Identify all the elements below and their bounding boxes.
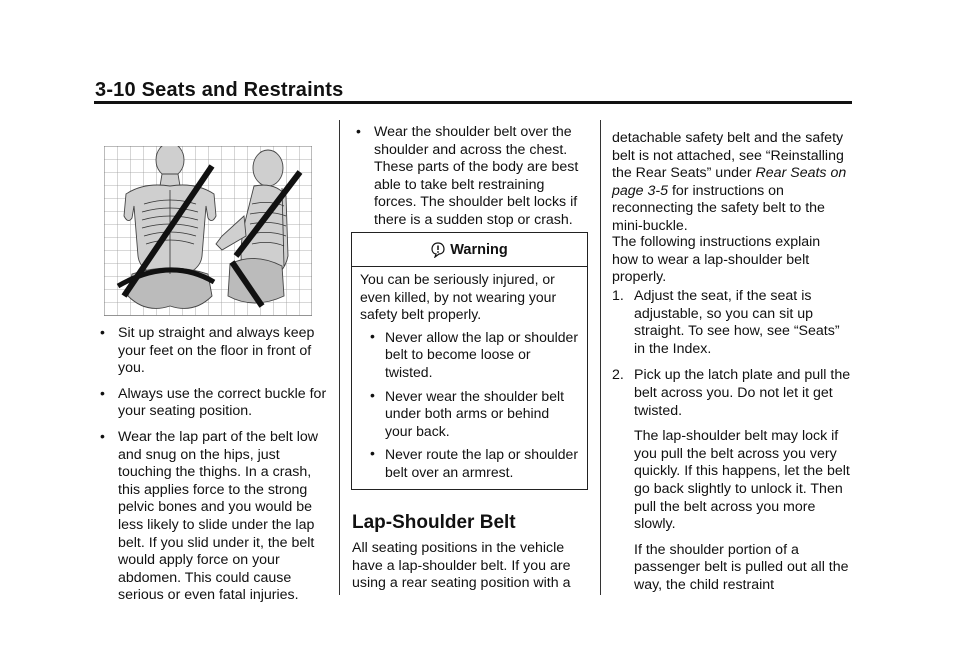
warning-intro: You can be seriously injured, or even killed, by not wearing your safety belt properly. xyxy=(360,271,557,323)
step-note: If the shoulder portion of a passenger belt is pulled out all the way, the child restraint xyxy=(634,541,849,593)
bullet-item: • Sit up straight and always keep your feet on the floor in front of you. xyxy=(96,325,332,378)
section-paragraph: All seating positions in the vehicle have a lap-shoulder belt. If you are using a rear seating position with a xyxy=(352,540,571,592)
warning-item: • Never allow the lap or shoulder belt to become loose or twisted. xyxy=(360,329,579,382)
warning-header xyxy=(352,233,587,267)
instruction-steps xyxy=(612,288,854,604)
posture-bullet-list xyxy=(96,325,332,613)
column-divider-2 xyxy=(600,120,601,595)
step-number: 1. xyxy=(612,288,624,304)
column-divider-1 xyxy=(339,120,340,595)
header-rule xyxy=(94,101,852,104)
seatbelt-illustration xyxy=(104,146,312,316)
warning-item: • Never route the lap or shoulder belt over an armrest. xyxy=(360,446,579,481)
page-header: 3-10 Seats and Restraints xyxy=(95,79,344,101)
continued-text-end: for instructions on reconnecting the safety belt to the mini-buckle. xyxy=(612,182,825,234)
warning-icon xyxy=(431,242,445,258)
rear-seats-link[interactable]: Rear Seats on page 3-5 xyxy=(612,165,847,199)
warning-title: Warning xyxy=(450,241,508,258)
shoulder-belt-bullet-list xyxy=(352,124,588,238)
bullet-item: • Wear the shoulder belt over the shoulder and across the chest. These parts of the body are best able to take belt restraining forces. The shoulder belt locks if there is a sudden stop or crash. xyxy=(352,124,588,230)
bullet-item: • Wear the lap part of the belt low and snug on the hips, just touching the thighs. In a crash, this applies force to the strong pelvic bones and you would be less likely to slide under the lap belt. If you slid under it, the belt would apply force on your abdomen. This could cause serious or even fatal injuries. xyxy=(96,429,332,605)
step-item xyxy=(612,288,854,358)
step-item xyxy=(612,367,854,594)
continued-paragraph xyxy=(612,130,850,236)
warning-list xyxy=(360,329,579,482)
step-text: Adjust the seat, if the seat is adjustable, so you can sit up straight. To see how, see “Seats” in the Index. xyxy=(634,288,840,357)
step-text: Pick up the latch plate and pull the belt across you. Do not let it get twisted. xyxy=(634,367,851,419)
bullet-item: • Always use the correct buckle for your seating position. xyxy=(96,386,332,421)
instructions-intro: The following instructions explain how to wear a lap-shoulder belt properly. xyxy=(612,234,821,286)
step-note: The lap-shoulder belt may lock if you pull the belt across you very quickly. If this happens, let the belt go back slightly to unlock it. Then pull the belt across you more slowly. xyxy=(634,428,850,533)
continued-text: detachable safety belt and the safety belt is not attached, see “Reinstalling the Rear Seats” under xyxy=(612,130,844,182)
warning-item: • Never wear the shoulder belt under both arms or behind your back. xyxy=(360,388,579,441)
section-title: Lap-Shoulder Belt xyxy=(352,512,516,533)
step-number: 2. xyxy=(612,367,624,384)
warning-box xyxy=(351,232,588,490)
warning-body xyxy=(352,267,587,482)
